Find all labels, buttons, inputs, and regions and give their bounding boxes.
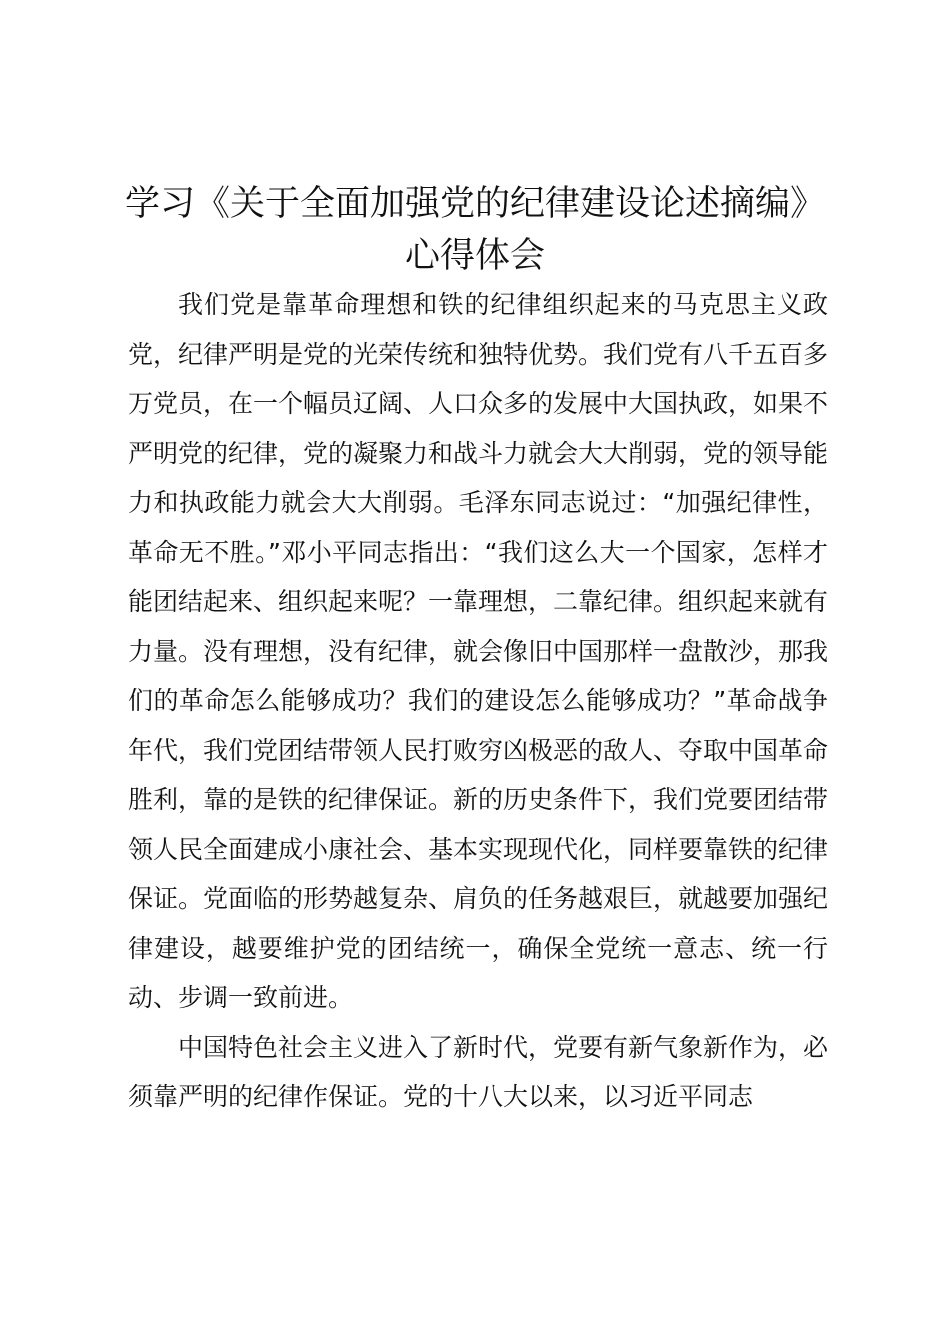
- body-paragraph-2: 中国特色社会主义进入了新时代，党要有新气象新作为，必须靠严明的纪律作保证。党的十八大以来，以习近平同志: [128, 1032, 829, 1111]
- body-paragraph-1: 我们党是靠革命理想和铁的纪律组织起来的马克思主义政党，纪律严明是党的光荣传统和独特优势。我们党有八千五百多万党员，在一个幅员辽阔、人口众多的发展中大国执政，如果不严明党的纪律，党的凝聚力和战斗力就会大大削弱，党的领导能力和执政能力就会大大削弱。毛泽东同志说过：“加强纪律性，革命无不胜。”邓小平同志指出：“我们这么大一个国家，怎样才能团结起来、组织起来呢？一靠理想，二靠纪律。组织起来就有力量。没有理想，没有纪律，就会像旧中国那样一盘散沙，那我们的革命怎么能够成功？我们的建设怎么能够成功？”革命战争年代，我们党团结带领人民打败穷凶极恶的敌人、夺取中国革命胜利，靠的是铁的纪律保证。新的历史条件下，我们党要团结带领人民全面建成小康社会、基本实现现代化，同样要靠铁的纪律保证。党面临的形势越复杂、肩负的任务越艰巨，就越要加强纪律建设，越要维护党的团结统一，确保全党统一意志、统一行动、步调一致前进。: [128, 290, 829, 1012]
- document-title-line-1: 学习《关于全面加强党的纪律建设论述摘编》: [124, 184, 825, 224]
- document-title-line-2: 心得体会: [404, 236, 545, 276]
- document-body: [128, 280, 828, 1122]
